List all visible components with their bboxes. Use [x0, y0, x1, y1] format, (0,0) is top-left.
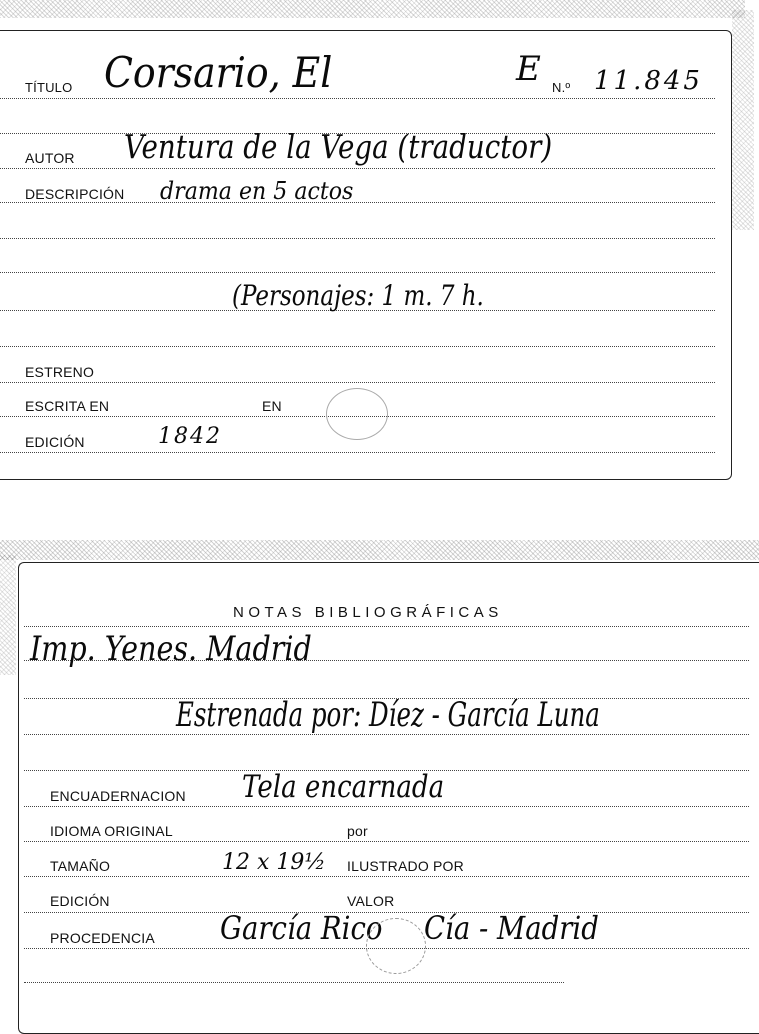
notes-heading: NOTAS BIBLIOGRÁFICAS	[233, 604, 503, 621]
label-numero: N.º	[552, 80, 571, 95]
handwritten-edicion: 1842	[158, 424, 222, 449]
rule-line	[0, 202, 715, 203]
label-estreno: ESTRENO	[25, 364, 95, 380]
label-escrita-en: ESCRITA EN	[25, 398, 110, 414]
rule-line	[24, 841, 749, 842]
handwritten-tamano: 12 x 19½	[222, 850, 326, 875]
label-idioma-original: IDIOMA ORIGINAL	[50, 823, 173, 839]
label-edicion-2: EDICIÓN	[50, 893, 110, 909]
scan-noise-right-1	[732, 10, 754, 230]
label-autor: AUTOR	[25, 150, 75, 166]
handwritten-numero: 11.845	[594, 66, 703, 96]
label-ilustrado-por: ILUSTRADO POR	[347, 858, 464, 874]
handwritten-procedencia-1: García Rico	[220, 909, 383, 947]
rule-line	[24, 806, 749, 807]
label-en: EN	[262, 398, 282, 414]
rule-line	[24, 626, 749, 627]
label-procedencia: PROCEDENCIA	[50, 930, 155, 946]
label-descripcion: DESCRIPCIÓN	[25, 186, 125, 202]
label-valor: VALOR	[347, 893, 395, 909]
label-por: por	[347, 823, 368, 839]
scan-noise-top-2	[0, 540, 759, 560]
rule-line	[24, 982, 564, 983]
handwritten-autor: Ventura de la Vega (traductor)	[124, 127, 553, 166]
handwritten-procedencia-2: Cía - Madrid	[424, 909, 599, 947]
handwritten-personajes: (Personajes: 1 m. 7 h.	[232, 279, 484, 312]
label-encuadernacion: ENCUADERNACION	[50, 788, 186, 804]
rule-line	[0, 382, 715, 383]
rule-line	[0, 346, 715, 347]
label-tamano: TAMAÑO	[50, 858, 111, 874]
label-titulo: TÍTULO	[25, 80, 73, 95]
rule-line	[0, 452, 715, 453]
scan-noise-left-2	[0, 555, 16, 675]
rule-line	[0, 238, 715, 239]
label-edicion: EDICIÓN	[25, 434, 85, 450]
handwritten-encuadernacion: Tela encarnada	[242, 769, 445, 805]
rule-line	[24, 912, 749, 913]
rule-line	[0, 98, 715, 99]
handwritten-titulo: Corsario, El	[104, 48, 333, 97]
library-stamp	[326, 388, 388, 440]
handwritten-descripcion: drama en 5 actos	[160, 177, 354, 205]
rule-line	[0, 272, 715, 273]
rule-line	[0, 168, 715, 169]
handwritten-estrenada: Estrenada por: Díez - García Luna	[176, 695, 600, 735]
rule-line	[24, 876, 749, 877]
scan-noise-top-1	[0, 0, 745, 18]
library-stamp-2	[366, 918, 426, 974]
handwritten-letter: E	[516, 49, 541, 89]
handwritten-imprenta: Imp. Yenes. Madrid	[30, 629, 312, 669]
